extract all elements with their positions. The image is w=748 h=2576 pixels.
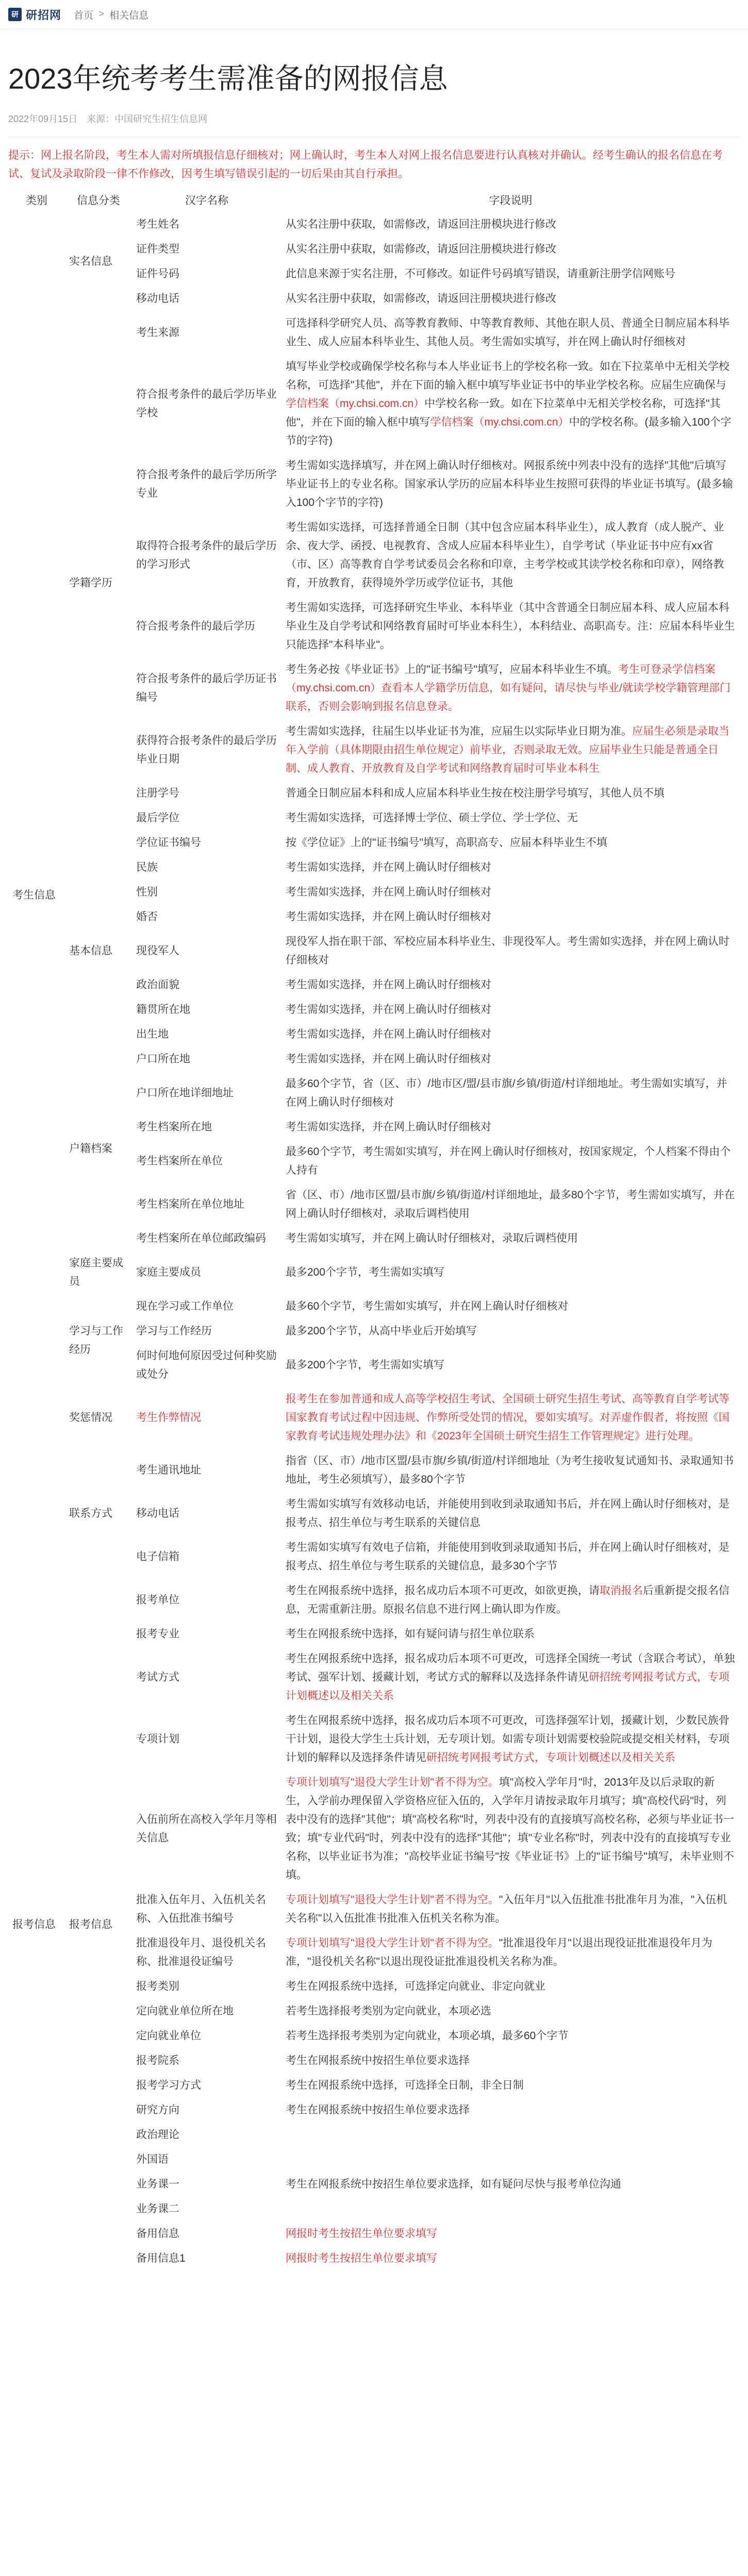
field-description [281, 2098, 740, 2123]
field-name: 最后学位 [136, 812, 179, 824]
group-cell: 基本信息 [69, 945, 112, 957]
field-name: 备用信息 [136, 2228, 179, 2240]
field-description [281, 1449, 740, 1492]
table-row [8, 1579, 740, 1622]
field-name: 政治面貌 [136, 979, 179, 991]
field-name: 家庭主要成员 [136, 1266, 201, 1278]
group-cell: 户籍档案 [69, 1143, 112, 1155]
description-text: 后重新提交报名信息，无需重新注册。原报名信息不进行网上确认即为作废。 [286, 1585, 729, 1615]
field-description [281, 1072, 740, 1115]
description-text: 现役军人指在职干部、军校应届本科毕业生、非现役军人。考生需如实选择，并在网上确认时仔细核对 [286, 936, 729, 966]
description-text: 填写毕业学校或确保学校名称与本人毕业证书上的学校名称一致。如在下拉菜单中无相关学校名称，可选择"其他"，并在下面的输入框中填写毕业证书中的毕业学校名称。应届生应确保与 [286, 361, 729, 391]
breadcrumb-separator: > [98, 9, 105, 20]
logo-icon: 研 [8, 8, 22, 21]
field-name: 获得符合报考条件的最后学历毕业日期 [136, 735, 277, 765]
field-description [281, 1115, 740, 1140]
field-description [281, 1319, 740, 1344]
field-name: 备用信息1 [136, 2252, 186, 2264]
field-description [281, 1888, 740, 1931]
field-description [281, 1344, 740, 1387]
field-description [281, 781, 740, 806]
field-description [281, 596, 740, 657]
description-text: 最多200个字节，从高中毕业后开始填写 [286, 1325, 477, 1337]
description-text: 专项计划填写"退役大学生计划"者不得为空。 [286, 1937, 499, 1949]
field-description [281, 1251, 740, 1294]
header-category: 类别 [26, 195, 47, 207]
description-text: 中的学校名称。(最多输入100个字节的字符) [286, 416, 732, 447]
field-description [281, 1770, 740, 1888]
field-name: 报考专业 [136, 1628, 179, 1640]
field-name: 符合报考条件的最后学历毕业学校 [136, 388, 277, 419]
description-text: "批准退役年月"以退出现役证批准退役年月为准，"退役机关名称"以退出现役证批准退役机关名称为准。 [286, 1937, 712, 1968]
field-description [281, 1535, 740, 1579]
description-text: 从实名注册中获取，如需修改，请返回注册模块进行修改 [286, 293, 556, 304]
field-name: 注册学号 [136, 787, 179, 799]
field-name: 符合报考条件的最后学历证书编号 [136, 673, 277, 703]
field-description [281, 2147, 740, 2172]
description-text: 考生需如实填写有效电子信箱，并能使用到收到录取通知书后，并在网上确认时仔细核对，是报考点、招生单位与考生联系的关键信息，最多30个字节 [286, 1541, 729, 1572]
group-cell: 联系方式 [69, 1507, 112, 1519]
description-text: "入伍年月"以入伍批准书批准年月为准，"入伍机关名称"以入伍批准书批准入伍机关名称为准。 [286, 1894, 727, 1924]
group-cell: 家庭主要成员 [69, 1257, 123, 1287]
field-name: 现在学习或工作单位 [136, 1300, 234, 1312]
field-name: 报考单位 [136, 1594, 179, 1606]
description-text: 网报时考生按招生单位要求填写 [286, 2228, 437, 2240]
table-row [8, 1294, 740, 1319]
description-text: 考生在网报系统中按招生单位要求选择，如有疑问尽快与报考单位沟通 [286, 2178, 621, 2190]
field-name: 定向就业单位 [136, 2030, 201, 2042]
field-name: 现役军人 [136, 945, 179, 957]
description-text: 考生需如实选择，并在网上确认时仔细核对 [286, 886, 491, 898]
table-header-row [8, 190, 740, 212]
field-name: 考试方式 [136, 1671, 179, 1683]
field-name: 学习与工作经历 [136, 1325, 212, 1337]
top-bar [0, 0, 748, 29]
description-text: 中学校名称一致。如在下拉菜单中无相关学校名称，可选择"其他"，并在下面的输入框中填写 [286, 398, 721, 428]
field-name: 考生档案所在单位 [136, 1155, 223, 1167]
field-description [281, 2073, 740, 2098]
field-description [281, 286, 740, 311]
description-text: 考生需如实选择，可选择博士学位、硕士学位、学士学位、无 [286, 812, 578, 824]
description-text: 考生在网报系统中选择，如有疑问请与招生单位联系 [286, 1628, 535, 1640]
field-name: 报考学习方式 [136, 2079, 201, 2091]
table-row [8, 855, 740, 880]
group-cell: 实名信息 [69, 256, 112, 267]
article-meta [8, 112, 740, 125]
article [0, 29, 748, 2271]
description-text: 考生可登录学信档案（my.chsi.com.cn）查看本人学籍学历信息，如有疑问，请尽快与毕业/就读学校学籍管理部门联系，否则会影响到报名信息登录。 [286, 664, 730, 713]
site-name: 研招网 [26, 8, 62, 22]
group-cell: 报考信息 [69, 1919, 112, 1930]
field-description [281, 1622, 740, 1647]
description-text: 考生需如实选择，往届生以毕业证书为准，应届生以实际毕业日期为准。 [286, 725, 632, 737]
field-description [281, 2123, 740, 2147]
table-row [8, 1387, 740, 1449]
description-link[interactable]: 学信档案（my.chsi.com.cn） [430, 416, 569, 428]
category-cell: 报考信息 [12, 1919, 56, 1930]
table-row [8, 212, 740, 237]
field-description [281, 262, 740, 286]
field-name: 符合报考条件的最后学历所学专业 [136, 469, 277, 499]
field-name: 批准入伍年月、入伍机关名称、入伍批准书编号 [136, 1894, 266, 1924]
field-description [281, 1183, 740, 1226]
description-text: 网报时考生按招生单位要求填写 [286, 2252, 437, 2264]
field-description [281, 354, 740, 453]
field-name: 报考类别 [136, 1980, 179, 1992]
description-text: 普通全日制应届本科和成人应届本科毕业生按在校注册学号填写，其他人员不填 [286, 787, 664, 799]
description-text: 报考生在参加普通和成人高等学校招生考试、全国硕士研究生招生考试、高等教育自学考试等国家教育考试过程中因违规、作弊所受处罚的情况，要如实填写。对弄虚作假者，将按照《国家教育考试违规处理办法》和《2023年全国硕士研究生招生工作管理规定》进行处理。 [286, 1393, 729, 1442]
description-text: 最多200个字节，考生需如实填写 [286, 1266, 445, 1278]
field-description [281, 855, 740, 880]
field-name: 批准退役年月、退役机关名称、批准退役证编号 [136, 1937, 266, 1968]
field-name: 业务课二 [136, 2203, 179, 2215]
description-text: 考生需如实选择，可选择普通全日制（其中包含应届本科毕业生），成人教育（成人脱产、业余、夜大学、函授、电视教育、含成人应届本科毕业生），自学考试（毕业证书中应有xx省（市、区）高等教育自学考试委员会名称和印章，主考学校或其读学校名称和印章），网络教育，开放教育，获得境外学历或学位证书，其他 [286, 521, 724, 589]
field-description [281, 831, 740, 855]
field-name: 考生作弊情况 [136, 1412, 201, 1423]
table-row [8, 1047, 740, 1072]
description-text: 省（区、市）/地市区盟/县市旗/乡镇/街道/村详细地址，最多80个字节，考生需如实填写，并在网上确认时仔细核对，录取后调档使用 [286, 1189, 735, 1219]
field-name: 移动电话 [136, 1507, 179, 1519]
field-name: 户口所在地详细地址 [136, 1087, 234, 1099]
field-name: 考生姓名 [136, 218, 179, 230]
description-link[interactable]: 研招统考网报考试方式，专项计划概述以及相关关系 [426, 1752, 675, 1764]
field-description [281, 880, 740, 905]
description-text: 最多60个字节，考生需如实填写，并在网上确认时仔细核对，按国家规定，个人档案不得由个人持有 [286, 1146, 731, 1176]
field-description [281, 806, 740, 831]
field-name: 性别 [136, 886, 158, 898]
description-text: 考生在网报系统中选择，报名成功后本项不可更改，可选择强军计划，援藏计划，少数民族骨干计划，退役大学生士兵计划，无专项计划。如需专项计划需要校验院或提交相关材料，专项计划的解释以及选择条件请见 [286, 1715, 729, 1764]
field-description [281, 1492, 740, 1535]
field-name: 考生档案所在单位地址 [136, 1198, 244, 1210]
article-source: 来源：中国研究生招生信息网 [87, 114, 208, 124]
description-text: 专项计划填写"退役大学生计划"者不得为空。 [286, 1776, 499, 1788]
field-name: 婚否 [136, 911, 158, 923]
notice-text: 提示：网上报名阶段，考生本人需对所填报信息仔细核对；网上确认时，考生本人对网上报名信息要进行认真核对并确认。经考生确认的报名信息在考试、复试及录取阶段一律不作修改，因考生填写错误引起的一切后果由其自行承担。 [8, 149, 723, 180]
field-description [281, 2024, 740, 2048]
description-text: 考生在网报系统中选择，可选择全日制，非全日制 [286, 2079, 524, 2091]
field-description [281, 1387, 740, 1449]
description-link[interactable]: 研招统考网报考试方式，专项计划概述以及相关关系 [286, 1671, 729, 1702]
description-text: 此信息来源于实名注册，不可修改。如证件号码填写错误，请重新注册学信网账号 [286, 268, 675, 280]
group-cell: 学习与工作经历 [69, 1325, 123, 1355]
field-description [281, 1294, 740, 1319]
field-description [281, 311, 740, 354]
field-name: 学位证书编号 [136, 837, 201, 849]
field-description [281, 997, 740, 1022]
header-field-desc: 字段说明 [489, 195, 533, 207]
field-description [281, 237, 740, 262]
description-text: 从实名注册中获取，如需修改，请返回注册模块进行修改 [286, 218, 556, 230]
fields-table [8, 190, 740, 2271]
field-name: 符合报考条件的最后学历 [136, 620, 255, 632]
table-row [8, 1449, 740, 1492]
field-name: 何时何地何原因受过何种奖励或处分 [136, 1350, 277, 1380]
field-description [281, 453, 740, 515]
field-description [281, 1047, 740, 1072]
description-text: 填"高校入学年月"时，2013年及以后录取的新生，入学前办理保留入学资格应征入伍的，入学年月请按录取年月填写；填"高校代码"时，列表中没有的选择"其他"；填"高校名称"时，列表中没有的直接填写高校名称，必须与毕业证书一致；填"专业代码"时，列表中没有的选择"其他"；填"专业名称"时，列表中没有的直接填写专业名称，以毕业证书为准；"高校毕业证书编号"按《毕业证书》上的"证书编号"填写，未毕业则不填。 [286, 1776, 734, 1881]
description-text: 若考生选择报考类别为定向就业，本项必填，最多60个字节 [286, 2030, 569, 2042]
field-name: 考生档案所在地 [136, 1121, 212, 1133]
field-description [281, 973, 740, 997]
field-description [281, 1226, 740, 1251]
field-name: 考生来源 [136, 327, 179, 338]
description-text: 可选择科学研究人员、高等教育教师、中等教育教师、其他在职人员、普通全日制应届本科毕业生、成人应届本科毕业生、其他人员。考生需如实填写，并在网上确认时仔细核对 [286, 317, 729, 348]
description-text: 考生需如实选择，并在网上确认时仔细核对 [286, 1004, 491, 1015]
description-text: 考生需如实选择，并在网上确认时仔细核对 [286, 861, 491, 873]
description-text: 考生需如实选择，并在网上确认时仔细核对 [286, 1028, 491, 1040]
description-text: 考生需如实填写有效移动电话，并能使用到收到录取通知书后，并在网上确认时仔细核对，是报考点、招生单位与考生联系的关键信息 [286, 1498, 729, 1529]
description-text: 考生务必按《毕业证书》上的"证书编号"填写，应届本科毕业生不填。 [286, 664, 618, 675]
field-description [281, 1708, 740, 1770]
field-description [281, 2222, 740, 2246]
description-text: 考生需如实选择，并在网上确认时仔细核对 [286, 911, 491, 923]
publish-date: 2022年09月15日 [8, 114, 78, 124]
description-text: 考生需如实选择，并在网上确认时仔细核对 [286, 1121, 491, 1133]
field-description [281, 2246, 740, 2271]
field-description [281, 905, 740, 929]
field-name: 取得符合报考条件的最后学历的学习形式 [136, 540, 277, 570]
field-name: 电子信箱 [136, 1551, 179, 1563]
field-name: 证件号码 [136, 268, 179, 280]
description-text: 指省（区、市）/地市区盟/县市旗/乡镇/街道/村详细地址（为考生接收复试通知书、录取通知书地址，考生必须填写），最多80个字节 [286, 1455, 734, 1485]
category-cell: 考生信息 [12, 889, 56, 901]
description-text: 考生需如实填写，并在网上确认时仔细核对，录取后调档使用 [286, 1232, 578, 1244]
breadcrumb-related-link[interactable]: 相关信息 [109, 10, 149, 21]
header-group: 信息分类 [77, 195, 120, 207]
field-description [281, 1647, 740, 1708]
description-link[interactable]: 取消报名 [600, 1585, 643, 1597]
field-description [281, 1140, 740, 1183]
description-text: 考生需如实选择，并在网上确认时仔细核对 [286, 1053, 491, 1065]
field-description [281, 1999, 740, 2024]
description-text: 最多60个字节，考生需如实填写，并在网上确认时仔细核对 [286, 1300, 569, 1312]
description-text: 考生需如实选择填写，并在网上确认时仔细核对。网报系统中列表中没有的选择"其他"后填写毕业证书上的专业名称。国家承认学历的应届本科毕业生按照可获得的毕业证书填写。(最多输入100个字节的字符) [286, 460, 733, 509]
header-field-name: 汉字名称 [185, 195, 228, 207]
table-row [8, 1251, 740, 1294]
field-name: 政治理论 [136, 2129, 179, 2141]
field-name: 出生地 [136, 1028, 169, 1040]
field-name: 移动电话 [136, 293, 179, 304]
field-name: 户口所在地 [136, 1053, 190, 1065]
field-description [281, 2197, 740, 2222]
field-name: 定向就业单位所在地 [136, 2005, 234, 2017]
field-name: 报考院系 [136, 2055, 179, 2066]
table-row [8, 311, 740, 354]
field-name: 外国语 [136, 2154, 169, 2165]
description-text: 考生在网报系统中选择，可选择定向就业、非定向就业 [286, 1980, 545, 1992]
description-text: 考生在网报系统中选择，报名成功后本项不可更改，可选择全国统一考试（含联合考试），单独考试、强军计划、援藏计划，考试方式的解释以及选择条件请见 [286, 1653, 735, 1683]
field-description [281, 1579, 740, 1622]
field-description [281, 212, 740, 237]
field-name: 考生档案所在单位邮政编码 [136, 1232, 266, 1244]
description-text: 考生在网报系统中选择，报名成功后本项不可更改，如欲更换，请 [286, 1585, 600, 1597]
field-name: 入伍前所在高校入学年月等相关信息 [136, 1814, 277, 1844]
description-text: 若考生选择报考类别为定向就业，本项必选 [286, 2005, 491, 2017]
field-name: 籍贯所在地 [136, 1004, 190, 1015]
description-text: 应届生必须是录取当年入学前（具体期限由招生单位规定）前毕业，否则录取无效。应届毕业生只能是普通全日制、成人教育、开放教育及自学考试和网络教育届时可毕业本科生 [286, 725, 729, 774]
description-text: 最多60个字节，省（区、市）/地市区/盟/县市旗/乡镇/街道/村详细地址。考生需如实填写，并在网上确认时仔细核对 [286, 1078, 727, 1108]
field-name: 证件类型 [136, 243, 179, 255]
description-text: 考生需如实选择，并在网上确认时仔细核对 [286, 979, 491, 991]
field-description [281, 1022, 740, 1047]
group-cell: 学籍学历 [69, 577, 112, 589]
field-description [281, 1931, 740, 1974]
breadcrumb-home-link[interactable]: 首页 [74, 10, 94, 21]
group-cell: 奖惩情况 [69, 1412, 112, 1423]
field-description [281, 2048, 740, 2073]
field-name: 考生通讯地址 [136, 1464, 201, 1476]
description-text: 考生在网报系统中按招生单位要求选择 [286, 2104, 470, 2116]
field-name: 民族 [136, 861, 158, 873]
description-text: 最多200个字节，考生需如实填写 [286, 1359, 445, 1371]
description-text: 考生在网报系统中按招生单位要求选择 [286, 2055, 470, 2066]
site-logo[interactable] [8, 7, 61, 23]
field-name: 研究方向 [136, 2104, 179, 2116]
field-description [281, 1974, 740, 1999]
field-description [281, 719, 740, 781]
description-text: 按《学位证》上的"证书编号"填写，高职高专、应届本科毕业生不填 [286, 837, 607, 849]
field-description [281, 657, 740, 719]
field-description [281, 929, 740, 973]
description-text: 从实名注册中获取，如需修改，请返回注册模块进行修改 [286, 243, 556, 255]
field-description [281, 515, 740, 596]
page-title: 2023年统考考生需准备的网报信息 [8, 62, 448, 95]
field-name: 专项计划 [136, 1733, 179, 1745]
table-body [8, 212, 740, 2271]
description-text: 考生需如实选择，可选择研究生毕业、本科毕业（其中含普通全日制应届本科、成人应届本科毕业生及自学考试和网络教育届时可毕业本科生），本科结业、高职高专。注：应届本科毕业生只能选择"本科毕业"。 [286, 602, 735, 651]
breadcrumb [74, 8, 148, 22]
description-link[interactable]: 学信档案（my.chsi.com.cn） [286, 398, 425, 410]
field-name: 业务课一 [136, 2178, 179, 2190]
field-description [281, 2172, 740, 2197]
description-text: 专项计划填写"退役大学生计划"者不得为空。 [286, 1894, 499, 1906]
